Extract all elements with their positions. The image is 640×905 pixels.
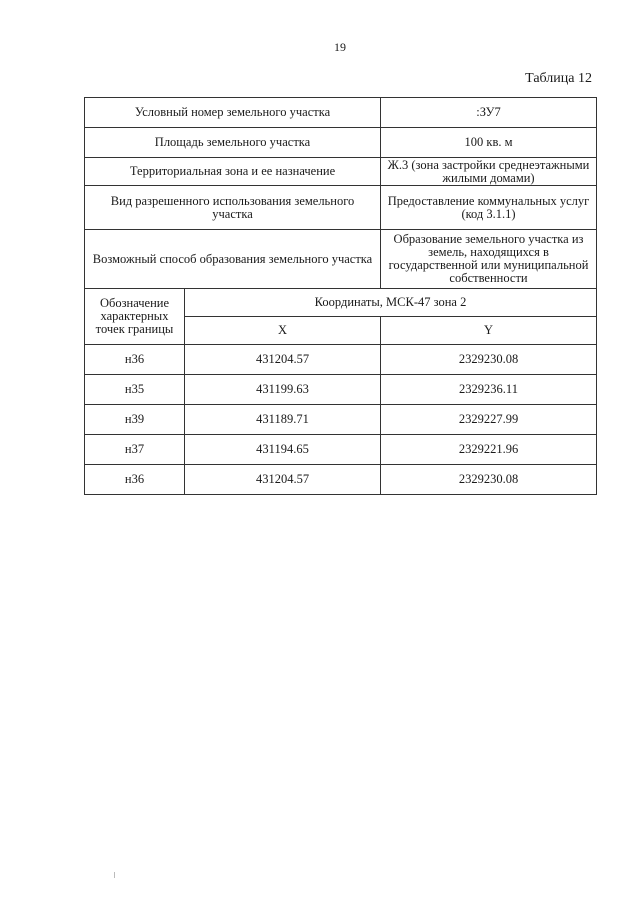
info-row-zone [85, 158, 597, 186]
x-cell: 431189.71 [185, 405, 381, 435]
point-cell: н39 [85, 405, 185, 435]
point-cell: н35 [85, 375, 185, 405]
info-label: Возможный способ образования земельного участка [85, 230, 381, 289]
x-header: X [185, 317, 381, 345]
table-row [85, 465, 597, 495]
info-row-plot-number [85, 98, 597, 128]
x-cell: 431199.63 [185, 375, 381, 405]
info-value: Ж.3 (зона застройки среднеэтажными жилыми домами) [381, 158, 597, 186]
point-cell: н36 [85, 465, 185, 495]
x-cell: 431194.65 [185, 435, 381, 465]
scan-artifact [114, 872, 115, 878]
info-row-permitted-use [85, 186, 597, 230]
table-caption: Таблица 12 [525, 71, 592, 86]
info-row-area [85, 128, 597, 158]
y-cell: 2329236.11 [381, 375, 597, 405]
info-value: 100 кв. м [381, 128, 597, 158]
info-value: :ЗУ7 [381, 98, 597, 128]
point-designation-header: Обозначение характерных точек границы [85, 289, 185, 345]
table-row [85, 345, 597, 375]
point-cell: н37 [85, 435, 185, 465]
y-cell: 2329227.99 [381, 405, 597, 435]
table-row [85, 435, 597, 465]
coordinate-system-header: Координаты, МСК-47 зона 2 [185, 289, 597, 317]
y-header: Y [381, 317, 597, 345]
table-row [85, 405, 597, 435]
point-cell: н36 [85, 345, 185, 375]
x-cell: 431204.57 [185, 345, 381, 375]
table-row [85, 375, 597, 405]
y-cell: 2329230.08 [381, 465, 597, 495]
info-row-formation-method [85, 230, 597, 289]
y-cell: 2329230.08 [381, 345, 597, 375]
info-value: Предоставление коммунальных услуг (код 3.1.1) [381, 186, 597, 230]
info-label: Площадь земельного участка [85, 128, 381, 158]
info-label: Условный номер земельного участка [85, 98, 381, 128]
land-plot-table [84, 97, 597, 495]
info-label: Вид разрешенного использования земельного участка [85, 186, 381, 230]
coords-header-row [85, 289, 597, 317]
page-number: 19 [334, 40, 346, 54]
info-label: Территориальная зона и ее назначение [85, 158, 381, 186]
x-cell: 431204.57 [185, 465, 381, 495]
info-value: Образование земельного участка из земель, находящихся в государственной или муниципальной собственности [381, 230, 597, 289]
y-cell: 2329221.96 [381, 435, 597, 465]
